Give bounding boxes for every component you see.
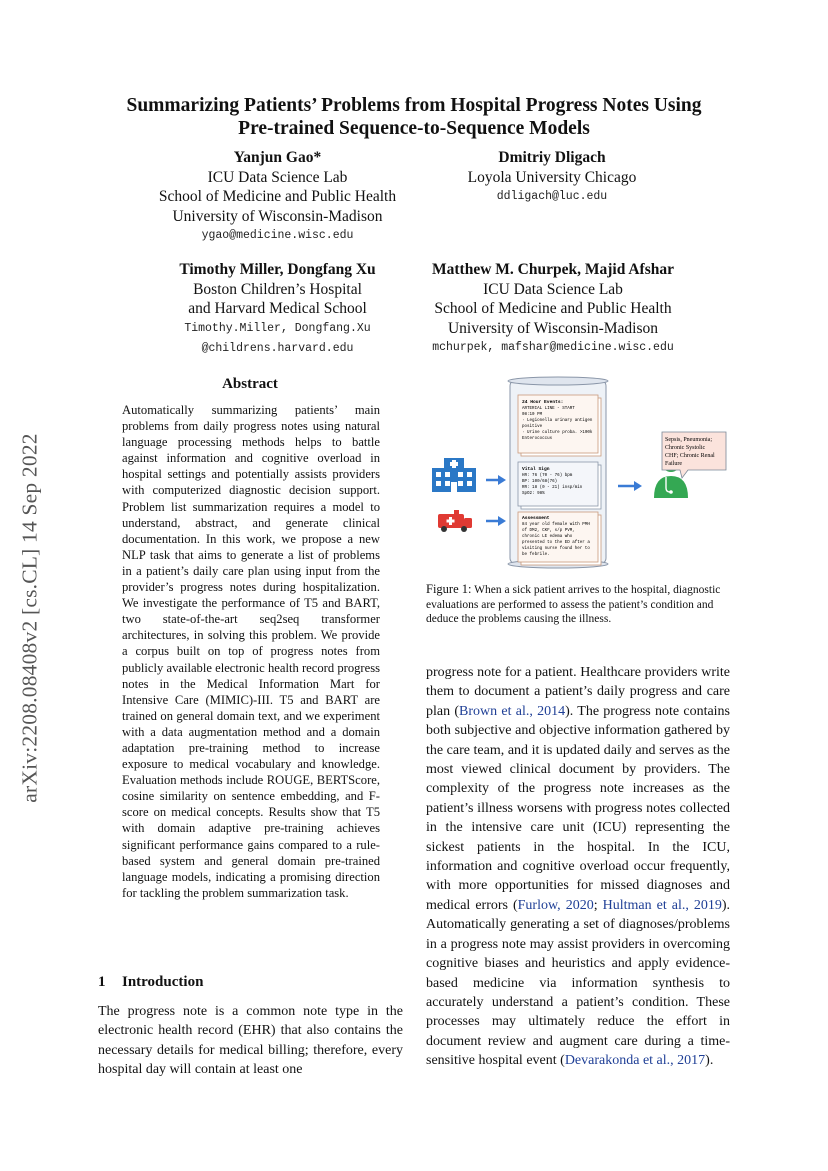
author-email[interactable]: ygao@medicine.wisc.edu (201, 229, 354, 242)
card-text: · Legionella urinary antigen (522, 419, 593, 423)
card-text: presented to the ED after a (522, 541, 590, 545)
author-block-3 (140, 260, 415, 359)
author-name: Matthew M. Churpek, Majid Afshar (432, 261, 674, 278)
section-title: Introduction (122, 974, 204, 990)
author-block-4 (412, 260, 694, 358)
card-text: HR: 76 (70 - 76) bpm (522, 474, 573, 478)
author-email[interactable]: ddligach@luc.edu (496, 190, 608, 203)
card-text: visiting nurse found her to (522, 547, 590, 551)
card-text: RR: 18 (0 - 21) insp/min (522, 486, 583, 490)
card-text: 24 Hour Events: (522, 400, 564, 405)
author-email[interactable]: mchurpek, mafshar@medicine.wisc.edu (432, 341, 674, 354)
author-affiliation: Loyola University Chicago (467, 168, 637, 186)
author-name: Timothy Miller, Dongfang Xu (179, 261, 376, 278)
author-email[interactable]: @childrens.harvard.edu (201, 341, 354, 355)
author-name: Dmitriy Dligach (498, 149, 606, 166)
card-text: of DM2, CKF, s/p PVM, (522, 529, 575, 533)
card-text: · Urine culture proba. >100k (522, 431, 593, 435)
title-line-2: Pre-trained Sequence-to-Sequence Models (238, 118, 590, 139)
paper-title (70, 94, 758, 140)
body-text: ). The progress note contains both subjective and objective information gathered by the care team, and it is updated daily and serves as the most viewed clinical document by providers. The complexity of the progress note increases as the patient’s illness worsens with progress notes collected in the intensive care unit (ICU) representing the sickest patients in the hospital. In the ICU, information and cognitive overload occur frequently, with more opportunities for missed diagnoses and medical errors ( (426, 703, 731, 913)
citation-link[interactable]: Brown et al., 2014 (459, 703, 566, 719)
author-name: Yanjun Gao* (233, 149, 322, 166)
hospital-icon (432, 458, 476, 492)
title-line-1: Summarizing Patients’ Problems from Hospital Progress Notes Using (126, 95, 702, 116)
note-card-assessment (518, 512, 601, 565)
intro-paragraph-left: The progress note is a common note type in the electronic health record (EHR) that also contains the necessary details for medical billing; therefore, every hospital day will contain at least one (98, 1004, 403, 1078)
abstract-heading: Abstract (222, 376, 278, 392)
card-text: 08:10 PM (522, 413, 543, 417)
card-text: 84 year old female with PMH (522, 523, 590, 527)
caption-text: When a sick patient arrives to the hospital, diagnostic evaluations are performed to assess the patient’s condition and deduce the problems causing the illness. (426, 584, 721, 625)
figure-caption (426, 582, 730, 627)
body-text: ). (705, 1053, 714, 1069)
author-affiliation: and Harvard Medical School (188, 300, 367, 317)
author-affiliation: Boston Children’s Hospital (193, 280, 362, 298)
note-card-vitals (518, 462, 601, 509)
author-affiliation: University of Wisconsin-Madison (172, 207, 383, 225)
bubble-text: Chronic Systolic (665, 445, 706, 451)
citation-link[interactable]: Furlow, 2020 (517, 897, 594, 913)
body-text: ). Automatically generating a set of diagnoses/problems in a progress note may assist providers in overcoming cognitive biases and heuristics and apply evidence-based medicine via information synthesis to accurately understand a patient’s condition. These processes may ultimately reduce the effort in document review and augment care during a time-sensitive hospital event ( (426, 897, 731, 1069)
arrow-icon (618, 481, 642, 491)
card-text: Vital Sign (522, 467, 550, 472)
bubble-text: Failure (665, 461, 682, 467)
author-email[interactable]: Timothy.Miller, Dongfang.Xu (184, 321, 371, 335)
card-text: Assessment (522, 516, 550, 521)
card-text: Enterococcus (522, 437, 553, 441)
card-text: ARTERIAL LINE - START (522, 407, 575, 411)
author-block-1 (140, 148, 415, 246)
card-text: be febrile. (522, 553, 550, 557)
citation-link[interactable]: Devarakonda et al., 2017 (564, 1053, 706, 1069)
card-text: BP: 100/68(76) (522, 480, 558, 484)
author-affiliation: School of Medicine and Public Health (158, 188, 397, 205)
bubble-text: CHF; Chronic Renal (665, 453, 715, 459)
section-heading (98, 974, 203, 991)
abstract-text: Automatically summarizing patients’ main problems from daily progress notes using natural language processing methods helps to battle against information and cognitive overload in hospital settings and potentially assists providers with computerized diagnostic decision support. Problem list summarization requires a model to understand, abstract, and generate clinical documentation. In this work, we propose a new NLP task that aims to generate a list of problems in a patient’s daily care plan using input from the provider’s progress notes during hospitalization. We investigate the performance of T5 and BART, two state-of-the-art seq2seq transformer architectures, in solving this problem. We provide a corpus built on top of progress notes from publicly available electronic health record progress notes in the Medical Information Mart for Intensive Care (MIMIC)-III. T5 and BART are trained on general domain text, and we experiment with a data augmentation method and a domain adaptation pre-training method to increase exposure to medical vocabulary and knowledge. Evaluation methods include ROUGE, BERTScore, cosine similarity on sentence embedding, and F-score on medical concepts. Results show that T5 with domain adaptive pre-training achieves significant performance gains compared to a rule-based system and general domain pre-trained language models, indicating a promising direction for tackling the problem summarization task. (122, 403, 380, 900)
intro-paragraph-right (426, 663, 730, 1071)
section-number: 1 (98, 974, 106, 990)
arrow-icon (486, 516, 506, 526)
caption-label: Figure 1: (426, 582, 472, 596)
figure-1 (426, 376, 730, 576)
bubble-text: Sepsis, Pneumonia; (665, 437, 713, 443)
body-text: ; (593, 897, 603, 913)
author-affiliation: School of Medicine and Public Health (434, 300, 672, 317)
card-text: chronic LE edema who (522, 535, 573, 539)
author-block-2 (420, 148, 684, 207)
author-affiliation: University of Wisconsin-Madison (447, 319, 659, 337)
body-text: progress note for a patient. Healthcare providers write them to document a patient’s daily progress and care plan ( (426, 665, 730, 719)
arxiv-id: arXiv:2208.08408v2 [cs.CL] 14 Sep 2022 (17, 433, 42, 803)
citation-link[interactable]: Hultman et al., 2019 (602, 897, 722, 913)
note-card-events (518, 395, 601, 456)
card-text: positive (522, 425, 543, 429)
arxiv-stamp (12, 363, 48, 873)
arrow-icon (486, 475, 506, 485)
ambulance-icon (438, 510, 472, 532)
author-affiliation: ICU Data Science Lab (483, 280, 623, 298)
card-text: SpO2: 98% (522, 492, 545, 496)
author-affiliation: ICU Data Science Lab (207, 168, 348, 186)
